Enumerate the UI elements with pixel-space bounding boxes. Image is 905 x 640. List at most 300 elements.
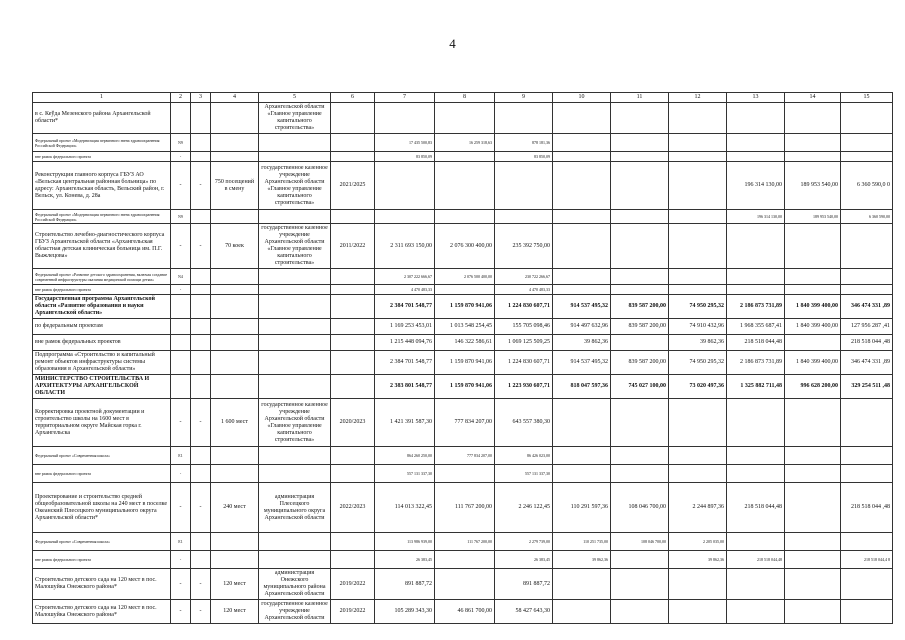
- table-cell: [331, 134, 375, 152]
- table-cell: [331, 375, 375, 399]
- table-cell: [259, 285, 331, 295]
- table-cell: 155 705 098,46: [495, 319, 553, 335]
- table-cell: 1 224 830 607,71: [495, 351, 553, 375]
- table-cell: 914 537 495,32: [553, 351, 611, 375]
- table-cell: 1 840 399 400,00: [785, 295, 841, 319]
- table-cell: [553, 103, 611, 134]
- row-label: вне рамок федерального проекта: [33, 551, 171, 569]
- table-cell: 839 587 200,00: [611, 351, 669, 375]
- table-cell: [841, 224, 893, 269]
- table-cell: [435, 152, 495, 162]
- table-cell: 105 289 343,30: [375, 600, 435, 624]
- table-cell: -: [171, 224, 191, 269]
- table-cell: [495, 162, 553, 210]
- table-cell: -: [191, 569, 211, 600]
- table-cell: 218 518 044 ,48: [841, 483, 893, 533]
- table-cell: 146 322 586,61: [435, 335, 495, 351]
- column-number: 15: [841, 93, 893, 103]
- table-cell: [259, 210, 331, 224]
- table-cell: [211, 533, 259, 551]
- table-row: [33, 285, 893, 295]
- table-cell: [841, 285, 893, 295]
- table-cell: 26 383,45: [495, 551, 553, 569]
- table-cell: [259, 269, 331, 285]
- table-cell: 74 910 432,96: [669, 319, 727, 335]
- table-cell: [211, 465, 259, 483]
- column-number: 2: [171, 93, 191, 103]
- table-cell: 74 950 295,32: [669, 295, 727, 319]
- table-cell: 2 186 873 731,89: [727, 295, 785, 319]
- header-row: [33, 93, 893, 103]
- table-cell: [191, 351, 211, 375]
- row-label: Корректировка проектной документации и строительство школы на 1600 мест в территориальном округе Майская горка г. Архангельска: [33, 399, 171, 447]
- table-cell: [331, 210, 375, 224]
- table-cell: [611, 569, 669, 600]
- table-cell: 2 076 500 400,00: [435, 269, 495, 285]
- row-label: Строительство детского сада на 120 мест в пос. Малошуйка Онежского района*: [33, 569, 171, 600]
- table-cell: 113 986 939,00: [375, 533, 435, 551]
- table-cell: [375, 103, 435, 134]
- table-cell: [611, 600, 669, 624]
- row-label: в с. Кеўда Мезенского района Архангельской области*: [33, 103, 171, 134]
- column-number: 6: [331, 93, 375, 103]
- table-cell: -: [191, 483, 211, 533]
- table-cell: 745 027 100,00: [611, 375, 669, 399]
- table-cell: 996 628 200,00: [785, 375, 841, 399]
- table-cell: 839 587 200,00: [611, 319, 669, 335]
- table-cell: 777 834 207,00: [435, 399, 495, 447]
- table-cell: [611, 152, 669, 162]
- table-cell: [611, 162, 669, 210]
- table-cell: [727, 269, 785, 285]
- table-cell: 878 181,36: [495, 134, 553, 152]
- table-cell: [727, 103, 785, 134]
- table-cell: [171, 103, 191, 134]
- column-number: 3: [191, 93, 211, 103]
- column-number: 11: [611, 93, 669, 103]
- table-cell: [669, 162, 727, 210]
- table-cell: [191, 103, 211, 134]
- table-cell: 39 862,36: [669, 335, 727, 351]
- table-cell: [669, 465, 727, 483]
- table-cell: [841, 399, 893, 447]
- table-cell: 230 722 266,67: [495, 269, 553, 285]
- table-cell: 1 600 мест: [211, 399, 259, 447]
- table-cell: 111 767 200,00: [435, 533, 495, 551]
- table-cell: 120 мест: [211, 600, 259, 624]
- table-cell: [611, 269, 669, 285]
- table-cell: [211, 351, 259, 375]
- table-cell: [785, 335, 841, 351]
- table-cell: [331, 103, 375, 134]
- table-cell: 2022/2023: [331, 483, 375, 533]
- table-cell: [331, 335, 375, 351]
- table-cell: 120 мест: [211, 569, 259, 600]
- table-cell: 557 131 337,30: [495, 465, 553, 483]
- table-cell: [191, 533, 211, 551]
- table-cell: 346 474 331 ,89: [841, 351, 893, 375]
- table-cell: [841, 465, 893, 483]
- table-cell: [375, 210, 435, 224]
- budget-table: [32, 92, 893, 624]
- table-cell: 218 518 044,48: [727, 551, 785, 569]
- table-cell: [191, 447, 211, 465]
- table-row: [33, 134, 893, 152]
- table-cell: [211, 447, 259, 465]
- table-cell: 777 834 207,00: [435, 447, 495, 465]
- table-cell: [785, 224, 841, 269]
- table-cell: [259, 533, 331, 551]
- row-label: по федеральным проектам: [33, 319, 171, 335]
- table-row: [33, 269, 893, 285]
- table-cell: 74 950 295,32: [669, 351, 727, 375]
- table-cell: 58 427 643,30: [495, 600, 553, 624]
- table-cell: [171, 375, 191, 399]
- table-cell: 189 953 540,00: [785, 162, 841, 210]
- table-cell: [259, 551, 331, 569]
- table-cell: N9: [171, 134, 191, 152]
- table-cell: [211, 269, 259, 285]
- table-cell: 2 384 701 548,77: [375, 351, 435, 375]
- table-cell: [785, 269, 841, 285]
- table-cell: [611, 335, 669, 351]
- table-cell: E1: [171, 533, 191, 551]
- table-cell: [191, 269, 211, 285]
- table-cell: [841, 447, 893, 465]
- table-cell: [785, 103, 841, 134]
- table-cell: Архангельской области «Главное управление капитального строительства»: [259, 103, 331, 134]
- table-row: [33, 224, 893, 269]
- table-cell: [611, 224, 669, 269]
- table-cell: 2 279 739,00: [495, 533, 553, 551]
- table-cell: 111 767 200,00: [435, 483, 495, 533]
- table-cell: [553, 134, 611, 152]
- table-cell: 189 953 540,00: [785, 210, 841, 224]
- table-row: [33, 465, 893, 483]
- table-cell: [211, 103, 259, 134]
- row-label: Федеральный проект «Современная школа»: [33, 447, 171, 465]
- table-cell: 218 518 044,4 8: [841, 551, 893, 569]
- table-cell: -: [171, 569, 191, 600]
- table-cell: государственное казенное учреждение Архангельской области: [259, 600, 331, 624]
- table-row: [33, 447, 893, 465]
- table-cell: 1 840 399 400,00: [785, 319, 841, 335]
- table-cell: 914 497 632,96: [553, 319, 611, 335]
- table-cell: [211, 152, 259, 162]
- table-cell: 110 291 597,36: [553, 483, 611, 533]
- table-cell: [191, 465, 211, 483]
- table-cell: 1 223 930 607,71: [495, 375, 553, 399]
- table-cell: [259, 335, 331, 351]
- table-cell: 4 470 483,33: [375, 285, 435, 295]
- table-cell: [259, 152, 331, 162]
- table-row: [33, 551, 893, 569]
- table-cell: E1: [171, 447, 191, 465]
- table-cell: 83 850,09: [495, 152, 553, 162]
- table-cell: 235 392 750,00: [495, 224, 553, 269]
- table-cell: [785, 399, 841, 447]
- table-cell: 1 159 870 941,06: [435, 351, 495, 375]
- table-cell: [727, 224, 785, 269]
- table-cell: администрация Плесецкого муниципального округа Архангельской области: [259, 483, 331, 533]
- table-cell: [553, 285, 611, 295]
- table-cell: [727, 399, 785, 447]
- table-row: [33, 103, 893, 134]
- table-cell: [171, 295, 191, 319]
- table-cell: [435, 210, 495, 224]
- table-cell: 108 046 700,00: [611, 483, 669, 533]
- table-cell: [171, 351, 191, 375]
- table-cell: [211, 134, 259, 152]
- row-label: МИНИСТЕРСТВО СТРОИТЕЛЬСТВА И АРХИТЕКТУРЫ АРХАНГЕЛЬСКОЙ ОБЛАСТИ: [33, 375, 171, 399]
- table-cell: 1 224 830 607,71: [495, 295, 553, 319]
- table-cell: 2021/2025: [331, 162, 375, 210]
- table-cell: [553, 399, 611, 447]
- table-cell: 2 205 035,00: [669, 533, 727, 551]
- table-cell: [211, 295, 259, 319]
- table-cell: 114 013 322,45: [375, 483, 435, 533]
- table-cell: [553, 465, 611, 483]
- table-cell: [785, 134, 841, 152]
- table-cell: [611, 285, 669, 295]
- table-row: [33, 295, 893, 319]
- table-cell: 891 887,72: [495, 569, 553, 600]
- table-cell: [331, 269, 375, 285]
- table-cell: [841, 569, 893, 600]
- table-cell: 1 325 882 711,48: [727, 375, 785, 399]
- table-cell: [727, 134, 785, 152]
- table-cell: [611, 551, 669, 569]
- column-number: 10: [553, 93, 611, 103]
- column-number: 4: [211, 93, 259, 103]
- table-cell: [669, 210, 727, 224]
- table-cell: [727, 285, 785, 295]
- table-cell: [727, 569, 785, 600]
- table-cell: [727, 447, 785, 465]
- table-cell: 914 537 495,32: [553, 295, 611, 319]
- table-row: [33, 351, 893, 375]
- table-cell: 2020/2023: [331, 399, 375, 447]
- table-cell: [785, 285, 841, 295]
- table-cell: 329 254 511 ,48: [841, 375, 893, 399]
- table-cell: 1 169 253 453,01: [375, 319, 435, 335]
- table-cell: [259, 134, 331, 152]
- table-cell: [331, 152, 375, 162]
- row-label: Проектирование и строительство средней общеобразовательной школы на 240 мест в поселке Океанский Плесецкого муниципального округа Архангельской области*: [33, 483, 171, 533]
- table-cell: [785, 483, 841, 533]
- table-cell: [553, 569, 611, 600]
- table-cell: [435, 551, 495, 569]
- table-cell: [171, 319, 191, 335]
- row-label: Федеральный проект «Развитие детского здравоохранения, включая создание современной инфраструктуры оказания медицинской помощи детям»: [33, 269, 171, 285]
- table-cell: 240 мест: [211, 483, 259, 533]
- table-cell: государственное казенное учреждение Архангельской области «Главное управление капитального строительства»: [259, 399, 331, 447]
- table-cell: [611, 210, 669, 224]
- table-cell: [553, 269, 611, 285]
- table-cell: 196 314 130,00: [727, 162, 785, 210]
- column-number: 5: [259, 93, 331, 103]
- table-row: [33, 152, 893, 162]
- row-label: Строительство детского сада на 120 мест в пос. Малошуйка Онежского района*: [33, 600, 171, 624]
- table-cell: [785, 600, 841, 624]
- table-cell: [553, 447, 611, 465]
- table-cell: [553, 600, 611, 624]
- table-cell: 2 246 122,45: [495, 483, 553, 533]
- table-row: [33, 210, 893, 224]
- table-cell: 2019/2022: [331, 569, 375, 600]
- column-number: 7: [375, 93, 435, 103]
- column-number: 14: [785, 93, 841, 103]
- table-cell: 39 862,36: [669, 551, 727, 569]
- table-cell: [191, 335, 211, 351]
- table-cell: [553, 162, 611, 210]
- table-cell: -: [171, 465, 191, 483]
- table-cell: 17 435 500,83: [375, 134, 435, 152]
- row-label: Федеральный проект «Модернизация первичного звена здравоохранения Российской Федерации»: [33, 134, 171, 152]
- table-cell: [669, 569, 727, 600]
- table-cell: 750 посещений в смену: [211, 162, 259, 210]
- table-row: [33, 533, 893, 551]
- table-cell: 1 159 870 941,06: [435, 295, 495, 319]
- table-cell: 2011/2022: [331, 224, 375, 269]
- column-number: 13: [727, 93, 785, 103]
- column-number: 8: [435, 93, 495, 103]
- row-label: Федеральный проект «Модернизация первичного звена здравоохранения Российской Федерации»: [33, 210, 171, 224]
- table-cell: [259, 375, 331, 399]
- row-label: вне рамок федеральных проектов: [33, 335, 171, 351]
- table-cell: [191, 152, 211, 162]
- table-cell: [331, 465, 375, 483]
- table-cell: [553, 224, 611, 269]
- table-cell: [611, 399, 669, 447]
- table-cell: 346 474 331 ,89: [841, 295, 893, 319]
- table-cell: [331, 533, 375, 551]
- table-cell: [669, 152, 727, 162]
- table-cell: [331, 351, 375, 375]
- table-cell: -: [171, 152, 191, 162]
- table-cell: -: [171, 285, 191, 295]
- table-cell: [259, 447, 331, 465]
- table-cell: 2 186 873 731,89: [727, 351, 785, 375]
- table-row: [33, 319, 893, 335]
- table-cell: 196 314 130,00: [727, 210, 785, 224]
- table-cell: 218 518 044 ,48: [841, 335, 893, 351]
- table-cell: 1 215 448 094,76: [375, 335, 435, 351]
- table-cell: [785, 152, 841, 162]
- table-cell: 839 587 200,00: [611, 295, 669, 319]
- table-row: [33, 399, 893, 447]
- table-cell: [259, 319, 331, 335]
- table-cell: [435, 569, 495, 600]
- table-cell: 46 861 700,00: [435, 600, 495, 624]
- table-cell: 2019/2022: [331, 600, 375, 624]
- table-cell: [191, 210, 211, 224]
- table-cell: 127 956 287 ,41: [841, 319, 893, 335]
- table-cell: [841, 600, 893, 624]
- table-cell: 1 968 355 687,41: [727, 319, 785, 335]
- row-label: Федеральный проект «Современная школа»: [33, 533, 171, 551]
- table-cell: 891 887,72: [375, 569, 435, 600]
- table-cell: 2 383 801 548,77: [375, 375, 435, 399]
- table-cell: 2 311 693 150,00: [375, 224, 435, 269]
- table-cell: [727, 600, 785, 624]
- table-row: [33, 483, 893, 533]
- table-cell: [211, 375, 259, 399]
- table-cell: 218 518 044,48: [727, 335, 785, 351]
- table-cell: [785, 447, 841, 465]
- table-cell: [191, 285, 211, 295]
- table-cell: 70 коек: [211, 224, 259, 269]
- table-cell: [211, 551, 259, 569]
- table-cell: -: [171, 162, 191, 210]
- table-cell: 73 020 497,36: [669, 375, 727, 399]
- table-cell: [669, 399, 727, 447]
- table-cell: [495, 210, 553, 224]
- table-cell: [669, 285, 727, 295]
- table-cell: 1 159 870 941,06: [435, 375, 495, 399]
- table-cell: [841, 269, 893, 285]
- table-cell: [211, 319, 259, 335]
- table-cell: [669, 447, 727, 465]
- table-cell: [259, 351, 331, 375]
- row-label: вне рамок федерального проекта: [33, 152, 171, 162]
- table-cell: [611, 134, 669, 152]
- table-cell: [669, 224, 727, 269]
- table-cell: 110 251 735,00: [553, 533, 611, 551]
- table-cell: [259, 465, 331, 483]
- table-cell: [191, 319, 211, 335]
- table-cell: [435, 285, 495, 295]
- page-number: 4: [449, 36, 456, 51]
- table-cell: 6 360 590,00: [841, 210, 893, 224]
- table-row: [33, 600, 893, 624]
- table-cell: 1 013 548 254,45: [435, 319, 495, 335]
- table-cell: [727, 152, 785, 162]
- table-cell: 818 047 597,36: [553, 375, 611, 399]
- table-cell: 16 259 318,63: [435, 134, 495, 152]
- table-cell: [841, 103, 893, 134]
- table-cell: -: [191, 600, 211, 624]
- table-cell: 83 850,09: [375, 152, 435, 162]
- table-cell: N9: [171, 210, 191, 224]
- table-cell: [191, 295, 211, 319]
- table-cell: [669, 600, 727, 624]
- table-cell: 4 470 483,33: [495, 285, 553, 295]
- table-cell: [331, 447, 375, 465]
- table-cell: 557 131 337,30: [375, 465, 435, 483]
- table-cell: 6 360 590,0 0: [841, 162, 893, 210]
- table-cell: 1 421 391 587,30: [375, 399, 435, 447]
- table-cell: 39 862,36: [553, 551, 611, 569]
- row-label: вне рамок федерального проекта: [33, 465, 171, 483]
- table-cell: -: [191, 224, 211, 269]
- table-cell: [727, 465, 785, 483]
- table-cell: [669, 269, 727, 285]
- column-number: 12: [669, 93, 727, 103]
- table-cell: [191, 134, 211, 152]
- table-cell: 2 384 701 548,77: [375, 295, 435, 319]
- table-cell: [553, 152, 611, 162]
- table-cell: -: [191, 399, 211, 447]
- table-cell: 108 046 700,00: [611, 533, 669, 551]
- table-cell: [375, 162, 435, 210]
- table-cell: 1 840 399 400,00: [785, 351, 841, 375]
- table-cell: [191, 375, 211, 399]
- table-cell: [259, 295, 331, 319]
- table-cell: [785, 569, 841, 600]
- table-row: [33, 569, 893, 600]
- table-cell: 2 076 300 400,00: [435, 224, 495, 269]
